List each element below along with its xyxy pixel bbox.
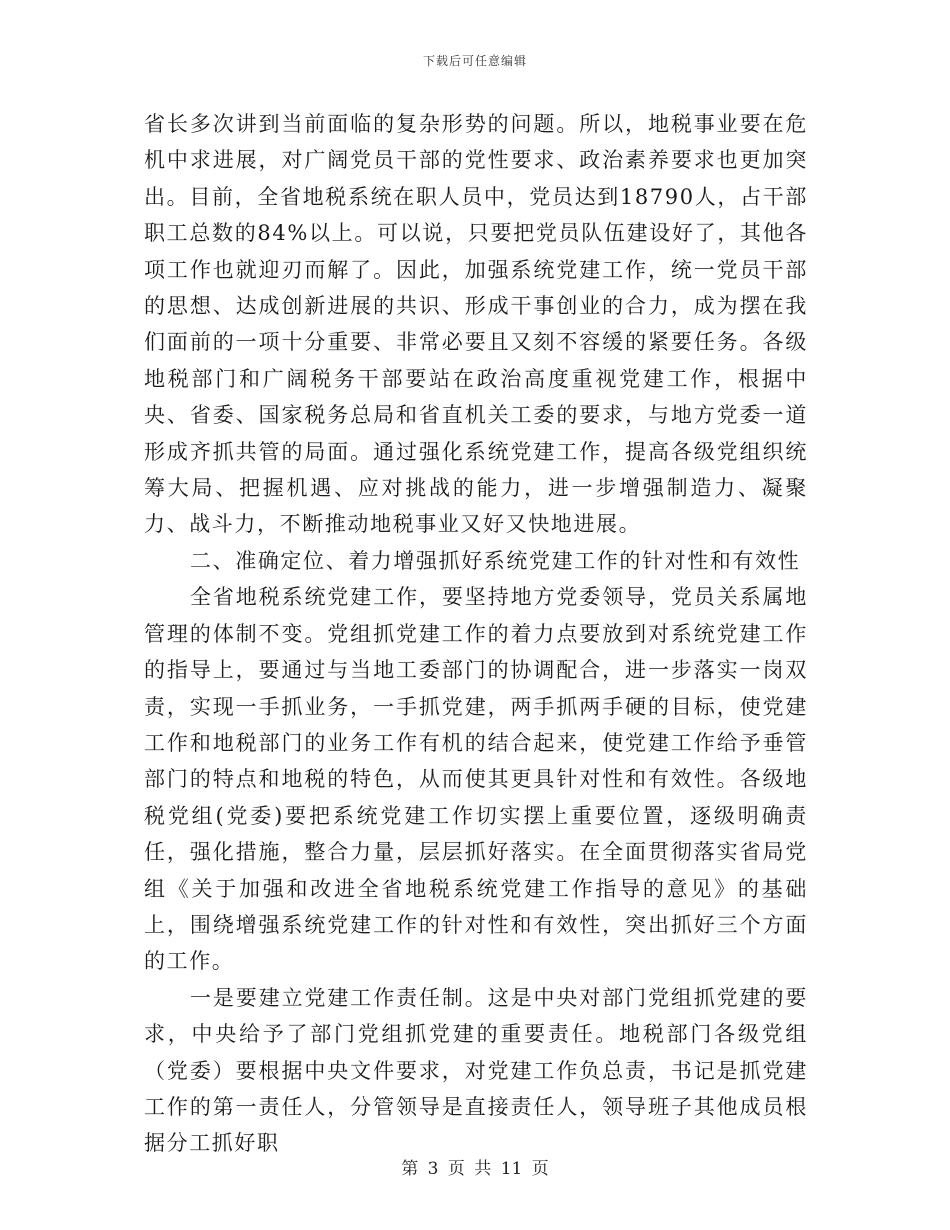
paragraph-1: 省长多次讲到当前面临的复杂形势的问题。所以，地税事业要在危机中求进展，对广阔党员干部的党性要求、政治素养要求也更加突出。目前，全省地税系统在职人员中，党员达到18790人，占干部职工总数的84%以上。可以说，只要把党员队伍建设好了，其他各项工作也就迎刃而解了。因此，加强系统党建工作，统一党员干部的思想、达成创新进展的共识、形成干事创业的合力，成为摆在我们面前的一项十分重要、非常必要且又刻不容缓的紧要任务。各级地税部门和广阔税务干部要站在政治高度重视党建工作，根据中央、省委、国家税务总局和省直机关工委的要求，与地方党委一道形成齐抓共管的局面。通过强化系统党建工作，提高各级党组织统筹大局、把握机遇、应对挑战的能力，进一步增强制造力、凝聚力、战斗力，不断推动地税事业又好又快地进展。	[144, 112, 808, 537]
section-heading: 二、准确定位、着力增强抓好系统党建工作的针对性和有效性	[190, 548, 801, 573]
document-body	[144, 106, 808, 1162]
page-header: 下载后可任意编辑	[422, 54, 527, 68]
paragraph-2: 全省地税系统党建工作，要坚持地方党委领导，党员关系属地管理的体制不变。党组抓党建工作的着力点要放到对系统党建工作的指导上，要通过与当地工委部门的协调配合，进一步落实一岗双责，实现一手抓业务，一手抓党建，两手抓两手硬的目标，使党建工作和地税部门的业务工作有机的结合起来，使党建工作给予垂管部门的特点和地税的特色，从而使其更具针对性和有效性。各级地税党组(党委)要把系统党建工作切实摆上重要位置，逐级明确责任，强化措施，整合力量，层层抓好落实。在全面贯彻落实省局党组《关于加强和改进全省地税系统党建工作指导的意见》的基础上，围绕增强系统党建工作的针对性和有效性，突出抓好三个方面的工作。	[144, 585, 808, 974]
page-number-footer: 第 3 页 共 11 页	[401, 1159, 549, 1179]
paragraph-3: 一是要建立党建工作责任制。这是中央对部门党组抓党建的要求，中央给予了部门党组抓党建的重要责任。地税部门各级党组（党委）要根据中央文件要求，对党建工作负总责，书记是抓党建工作的第一责任人，分管领导是直接责任人，领导班子其他成员根据分工抓好职	[144, 985, 808, 1156]
